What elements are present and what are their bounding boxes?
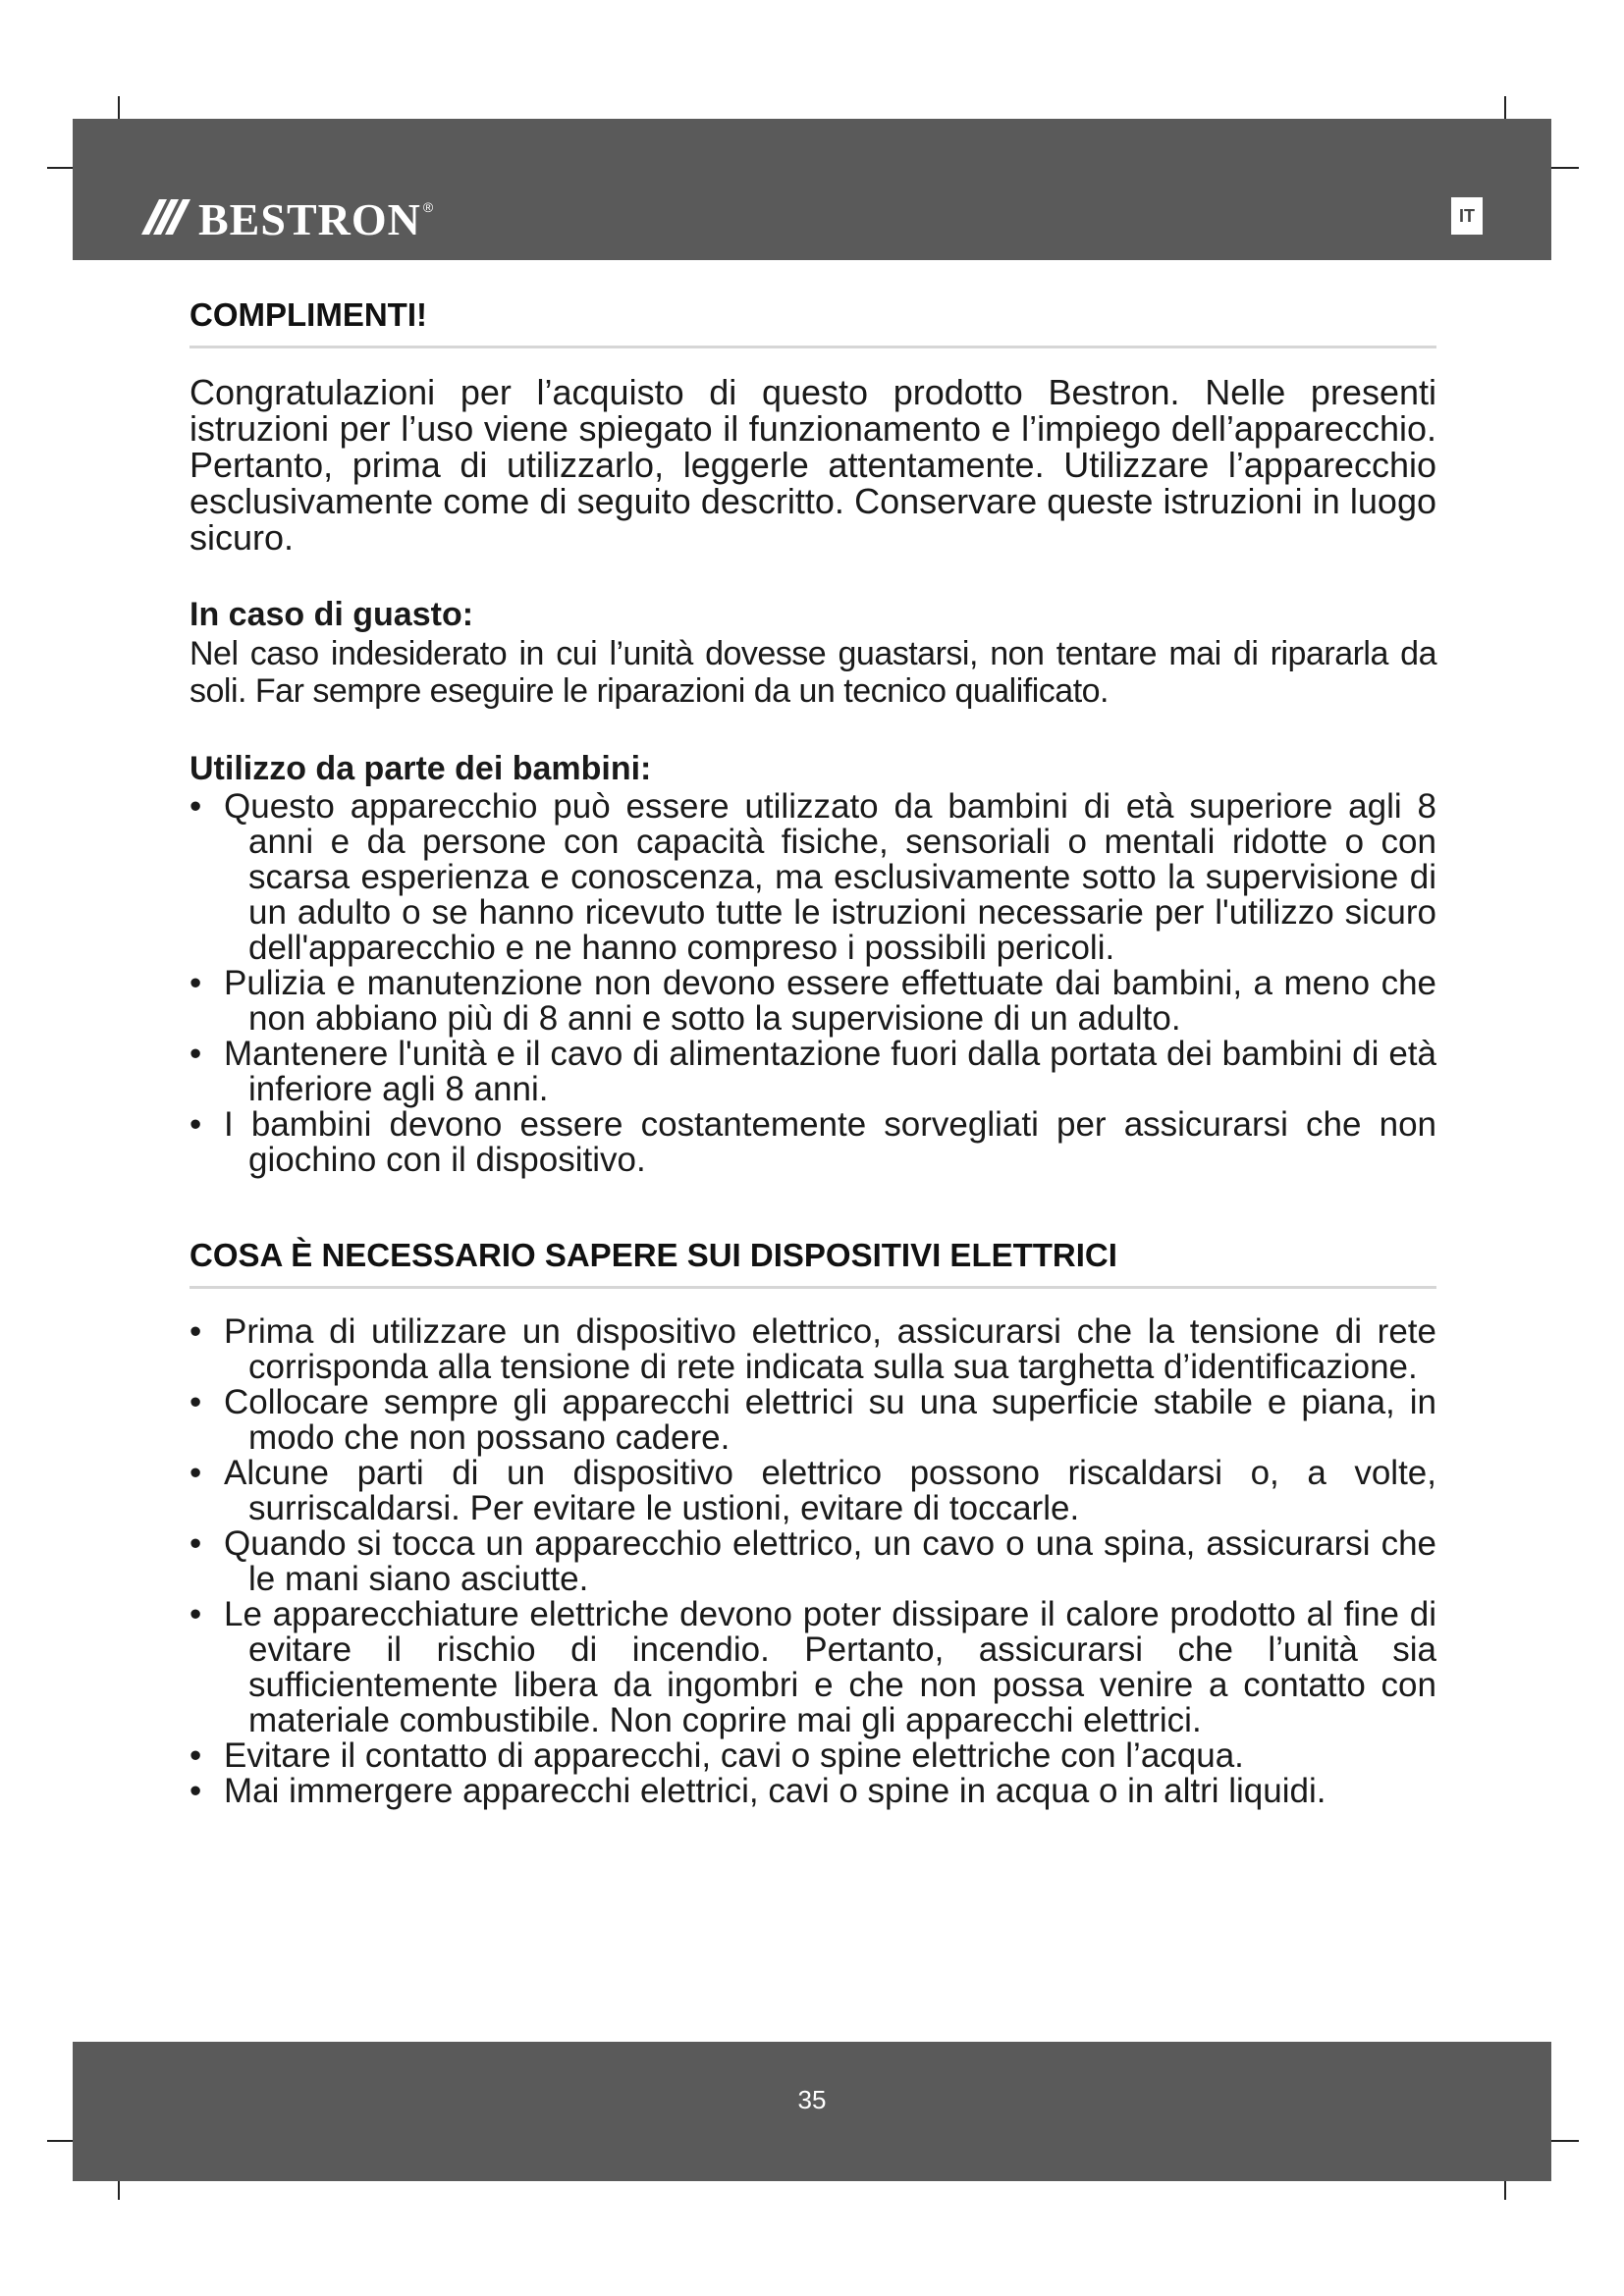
list-item: • Mantenere l'unità e il cavo di alimentazione fuori dalla portata dei bambini di età inferiore agli 8 anni. [189,1035,1436,1108]
list-item: • Alcune parti di un dispositivo elettrico possono riscaldarsi o, a volte, surriscaldarsi. Per evitare le ustioni, evitare di toccarle. [189,1454,1436,1527]
bullet-icon: • [189,1312,202,1351]
footer-band [73,2042,1551,2181]
bullet-icon: • [189,1383,202,1421]
section-title-compliments: COMPLIMENTI! [189,296,1436,348]
list-item: • Prima di utilizzare un dispositivo elettrico, assicurarsi che la tensione di rete corrisponda alla tensione di rete indicata sulla sua targhetta d’identificazione. [189,1312,1436,1386]
section-title-electrical: COSA È NECESSARIO SAPERE SUI DISPOSITIVI ELETTRICI [189,1237,1436,1289]
fault-heading: In caso di guasto: [189,596,474,633]
bullet-icon: • [189,1736,202,1775]
brand-name: BESTRON [198,193,421,244]
chevron-logo-icon [139,197,190,241]
brand-logo [139,189,433,248]
bullet-icon: • [189,1524,202,1563]
language-badge: IT [1451,197,1483,235]
children-heading: Utilizzo da parte dei bambini: [189,750,652,787]
bullet-icon: • [189,1454,202,1492]
registered-mark: ® [422,199,434,215]
list-item: • Evitare il contatto di apparecchi, cavi o spine elettriche con l’acqua. [189,1736,1244,1775]
page-number: 35 [797,2085,827,2114]
bullet-icon: • [189,1772,202,1810]
list-item: • Mai immergere apparecchi elettrici, cavi o spine in acqua o in altri liquidi. [189,1772,1326,1810]
page-content [189,296,1436,1809]
list-item: • Quando si tocca un apparecchio elettrico, un cavo o una spina, assicurarsi che le mani siano asciutte. [189,1524,1436,1598]
list-item: • Le apparecchiature elettriche devono poter dissipare il calore prodotto al fine di evitare il rischio di incendio. Pertanto, assicurarsi che l’unità sia sufficientemente libera da ingombri e che non possa venire a contatto con materiale combustibile. Non coprire mai gli apparecchi elettrici. [189,1595,1436,1739]
header-band [73,119,1551,260]
list-item: • I bambini devono essere costantemente sorvegliati per assicurarsi che non giochino con il dispositivo. [189,1105,1436,1179]
list-item: • Collocare sempre gli apparecchi elettrici su una superficie stabile e piana, in modo che non possano cadere. [189,1383,1436,1457]
bullet-icon: • [189,1595,202,1633]
list-item: • Questo apparecchio può essere utilizzato da bambini di età superiore agli 8 anni e da persone con capacità fisiche, sensoriali o mentali ridotte o con scarsa esperienza e conoscenza, ma esclusivamente sotto la supervisione di un adulto o se hanno ricevuto tutte le istruzioni necessarie per l'utilizzo sicuro dell'apparecchio e ne hanno compreso i possibili pericoli. [189,787,1436,967]
electrical-list [189,1314,1436,1809]
fault-paragraph: Nel caso indesiderato in cui l’unità dovesse guastarsi, non tentare mai di ripararla da soli. Far sempre eseguire le riparazioni da un tecnico qualificato. [189,635,1436,710]
intro-paragraph: Congratulazioni per l’acquisto di questo prodotto Bestron. Nelle presenti istruzioni per l’uso viene spiegato il funzionamento e l’impiego dell’apparecchio. Pertanto, prima di utilizzarlo, leggerle attentamente. Utilizzare l’apparecchio esclusivamente come di seguito descritto. Conservare queste istruzioni in luogo sicuro. [189,372,1436,558]
bullet-icon: • [189,964,202,1002]
bullet-icon: • [189,1105,202,1144]
bullet-icon: • [189,787,202,826]
list-item: • Pulizia e manutenzione non devono essere effettuate dai bambini, a meno che non abbiano più di 8 anni e sotto la supervisione di un adulto. [189,964,1436,1038]
bullet-icon: • [189,1035,202,1073]
electrical-section [189,1237,1436,1809]
children-list [189,789,1436,1178]
